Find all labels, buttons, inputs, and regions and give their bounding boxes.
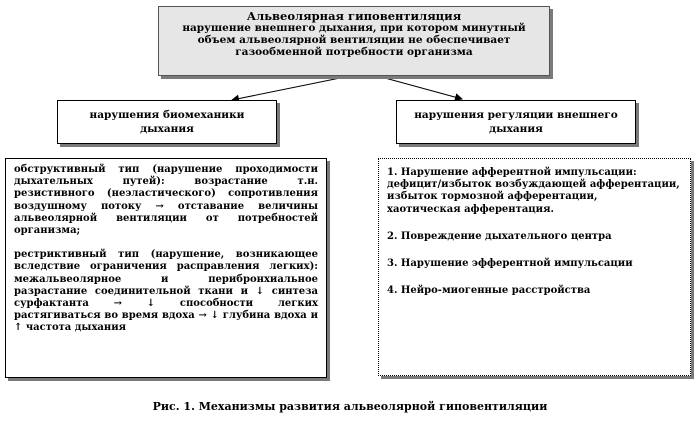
item1-line-3: хаотическая афферентация.	[387, 203, 554, 215]
biomechanics-types-panel	[5, 158, 327, 378]
regulation-line-1: нарушения регуляции внешнего	[414, 109, 618, 121]
item1-line-2: избыток тормозной афферентации,	[387, 191, 598, 203]
biomechanics-disorders-box	[57, 100, 277, 144]
item2-text: 2. Повреждение дыхательного центра	[387, 230, 612, 242]
hypoventilation-definition-box	[158, 6, 550, 76]
regulation-line-2: дыхания	[489, 123, 543, 135]
obstructive-type-text: обструктивный тип (нарушение проходимости дыхательных путей): возрастание т.н. резистивного (неэластического) сопротивления воздушному потоку → отставание величины альвеолярной вентиляции от потребностей организма;	[14, 164, 318, 237]
item1-title: 1. Нарушение афферентной импульсации:	[387, 167, 637, 178]
regulation-disorders-box	[396, 100, 636, 144]
item1-line-1: дефицит/избыток возбуждающей афферентации,	[387, 179, 680, 191]
definition-line-3: газообменной потребности организма	[235, 46, 473, 58]
figure-caption: Рис. 1. Механизмы развития альвеолярной гиповентиляции	[152, 400, 548, 413]
arrow-right	[385, 78, 462, 99]
restrictive-type-text: рестриктивный тип (нарушение, возникающее вследствие ограничения расправления легких): межальвеолярное и перибронхиальное разрастание соединительной ткани и ↓ синтеза сурфактанта → ↓ способности легких растягиваться во время вдоха → ↓ глубина вдоха и ↑ частота дыхания	[14, 249, 318, 334]
definition-title: Альвеолярная гиповентиляция	[246, 9, 462, 23]
biomechanics-line-2: дыхания	[140, 123, 194, 135]
definition-line-2: объем альвеолярной вентиляции не обеспечивает	[197, 34, 511, 46]
item3-text: 3. Нарушение эфферентной импульсации	[387, 258, 633, 270]
biomechanics-line-1: нарушения биомеханики	[89, 109, 245, 121]
definition-line-1: нарушение внешнего дыхания, при котором минутный	[182, 22, 526, 34]
item4-text: 4. Нейро-миогенные расстройства	[387, 285, 591, 297]
regulation-types-panel	[378, 158, 691, 376]
arrow-left	[232, 78, 340, 100]
